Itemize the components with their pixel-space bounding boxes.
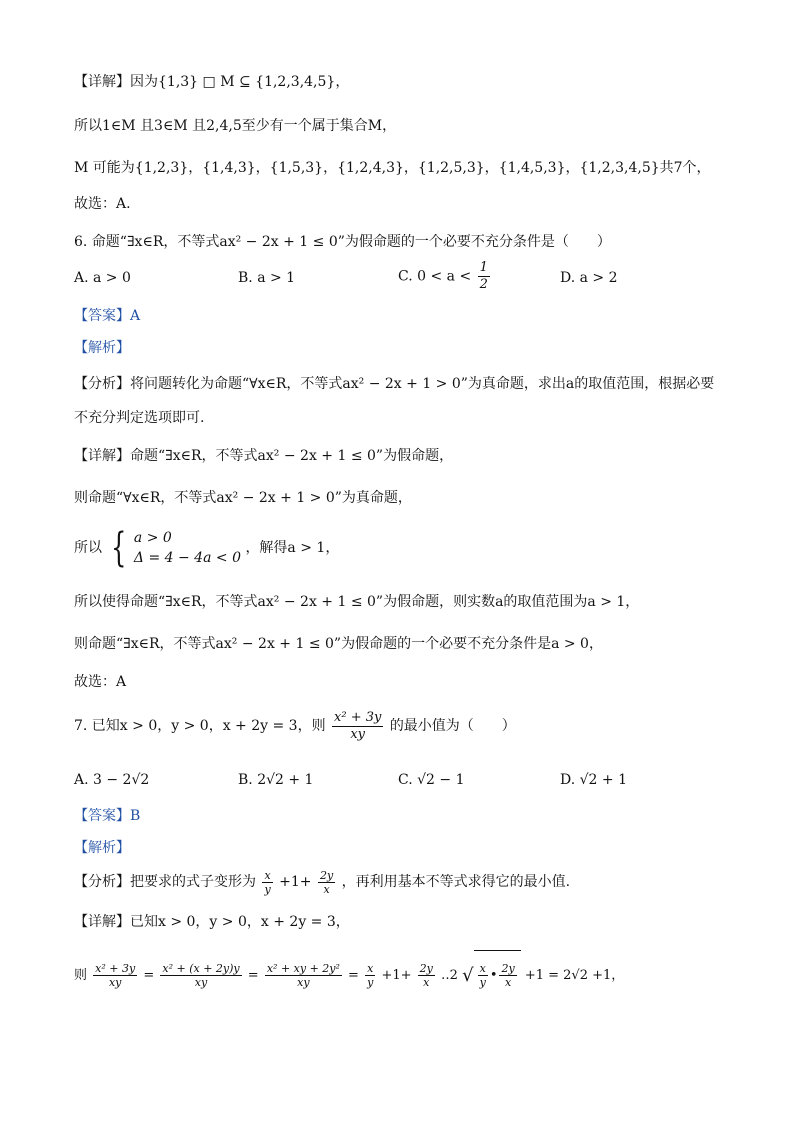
fraction-denominator: x (504, 976, 512, 989)
fraction-numerator: 2y (501, 962, 515, 975)
question-7-fraction (332, 710, 383, 743)
equals-sign: = (143, 968, 155, 983)
detail-line-2: 所以1∈M 且3∈M 且2,4,5至少有一个属于集合M， (74, 118, 397, 134)
radicand-fraction-1 (478, 962, 488, 989)
derivation-prefix: 则 (74, 968, 88, 983)
question-6: 6. 命题“∃x∈R，不等式ax² − 2x + 1 ≤ 0”为假命题的一个必要不充分条件是（ ） (74, 234, 611, 250)
fraction-denominator: y (264, 882, 271, 896)
fraction-numerator: 1 (479, 260, 488, 275)
fraction-numerator: x² + 3y (95, 962, 136, 975)
fraction-denominator: xy (350, 726, 366, 742)
derivation-result: +1 = 2√2 +1， (524, 968, 625, 983)
radicand (474, 950, 521, 1001)
analysis-7-line (74, 862, 570, 902)
option-b: B. a > 1 (238, 270, 296, 286)
analysis-7-suffix: ，再利用基本不等式求得它的最小值. (341, 874, 571, 890)
option-b: B. 2√2 + 1 (238, 772, 314, 788)
detail-line-3: M 可能为{1,2,3}，{1,4,3}，{1,5,3}，{1,2,4,3}，{1,2,5,3}，{1,4,5,3}，{1,2,3,4,5}共7个， (74, 160, 711, 176)
square-root (462, 950, 521, 1001)
fraction-denominator: y (367, 976, 374, 989)
fraction-numerator: 2y (319, 868, 334, 882)
multiply-dot: • (489, 968, 498, 983)
inequality-system (106, 525, 241, 571)
analysis-6-line-1: 【分析】将问题转化为命题“∀x∈R，不等式ax² − 2x + 1 > 0”为真命题，求出a的取值范围，根据必要 (74, 376, 715, 392)
question-7-prefix: 7. 已知x > 0，y > 0，x + 2y = 3，则 (74, 718, 326, 734)
derivation-fraction-5 (418, 962, 435, 989)
system-row-1: a > 0 (133, 530, 172, 546)
fraction-numerator: x² + xy + 2y² (266, 962, 340, 975)
analysis-7-plus: +1+ (279, 874, 312, 890)
detail-6-line-6: 故选：A (74, 674, 127, 690)
fraction-denominator: x (323, 882, 330, 896)
derivation-fraction-2 (160, 962, 241, 989)
option-a: A. 3 − 2√2 (74, 772, 150, 788)
fraction-numerator: x (367, 962, 374, 975)
radicand-fraction-2 (499, 962, 516, 989)
answer-label-6: 【答案】A (74, 308, 141, 324)
option-c: C. √2 − 1 (398, 772, 465, 788)
fraction-numerator: 2y (419, 962, 433, 975)
option-c (398, 260, 492, 293)
analysis-7-fraction-1 (262, 869, 272, 896)
fraction-denominator: y (479, 976, 486, 989)
detail-6-line-4: 所以使得命题“∃x∈R，不等式ax² − 2x + 1 ≤ 0”为假命题，则实数a的取值范围为a > 1， (74, 594, 640, 610)
question-7 (74, 708, 516, 744)
detail-6-line-1: 【详解】命题“∃x∈R，不等式ax² − 2x + 1 ≤ 0”为假命题， (74, 448, 454, 464)
option-c-fraction (478, 260, 490, 293)
fraction-numerator: x² + (x + 2y)y (162, 962, 240, 975)
derivation-fraction-1 (93, 962, 137, 989)
analysis-6-line-2: 不充分判定选项即可. (74, 410, 205, 426)
detail-6-line-2: 则命题“∀x∈R，不等式ax² − 2x + 1 > 0”为真命题， (74, 490, 412, 506)
detail-7-line-1: 【详解】已知x > 0，y > 0，x + 2y = 3， (74, 914, 350, 930)
question-7-suffix: 的最小值为（ ） (389, 718, 516, 734)
option-c-text: C. 0 < a < (398, 268, 472, 285)
fraction-numerator: x (479, 962, 486, 975)
detail-7-derivation (74, 950, 624, 1001)
fraction-denominator: xy (108, 976, 122, 989)
fraction-numerator: x (264, 868, 271, 882)
detail-line-4: 故选：A. (74, 196, 131, 212)
detail-line-1: 【详解】因为{1,3} □ M ⊆ {1,2,3,4,5}， (74, 74, 350, 90)
fraction-denominator: xy (194, 976, 208, 989)
question-6-options (74, 260, 734, 300)
analysis-7-prefix: 【分析】把要求的式子变形为 (74, 874, 256, 890)
plus-term: +1+ (381, 968, 412, 983)
detail-6-system-line (74, 526, 339, 570)
option-d: D. a > 2 (560, 270, 618, 286)
fraction-denominator: x (423, 976, 430, 989)
system-prefix: 所以 (74, 540, 102, 556)
detail-6-line-5: 则命题“∃x∈R，不等式ax² − 2x + 1 ≤ 0”为假命题的一个必要不充分条件是a > 0， (74, 636, 603, 652)
equals-sign: = (348, 968, 359, 983)
left-brace-icon: { (111, 525, 127, 571)
system-suffix: ，解得a > 1， (245, 540, 340, 556)
analysis-7-fraction-2 (318, 869, 335, 896)
fraction-denominator: 2 (479, 277, 488, 292)
radical-icon: √ (462, 964, 474, 986)
question-7-options (74, 770, 734, 794)
analysis-label-6: 【解析】 (74, 340, 130, 356)
option-a: A. a > 0 (74, 270, 131, 286)
equals-sign: = (247, 968, 259, 983)
system-row-2: Δ = 4 − 4a < 0 (133, 550, 241, 566)
fraction-numerator: x² + 3y (334, 709, 382, 725)
option-d: D. √2 + 1 (560, 772, 627, 788)
inequality-sign: ‥2 (441, 968, 458, 983)
analysis-label-7: 【解析】 (74, 840, 130, 856)
derivation-fraction-4 (365, 962, 375, 989)
answer-label-7: 【答案】B (74, 808, 141, 824)
derivation-fraction-3 (265, 962, 342, 989)
fraction-denominator: xy (297, 976, 310, 989)
